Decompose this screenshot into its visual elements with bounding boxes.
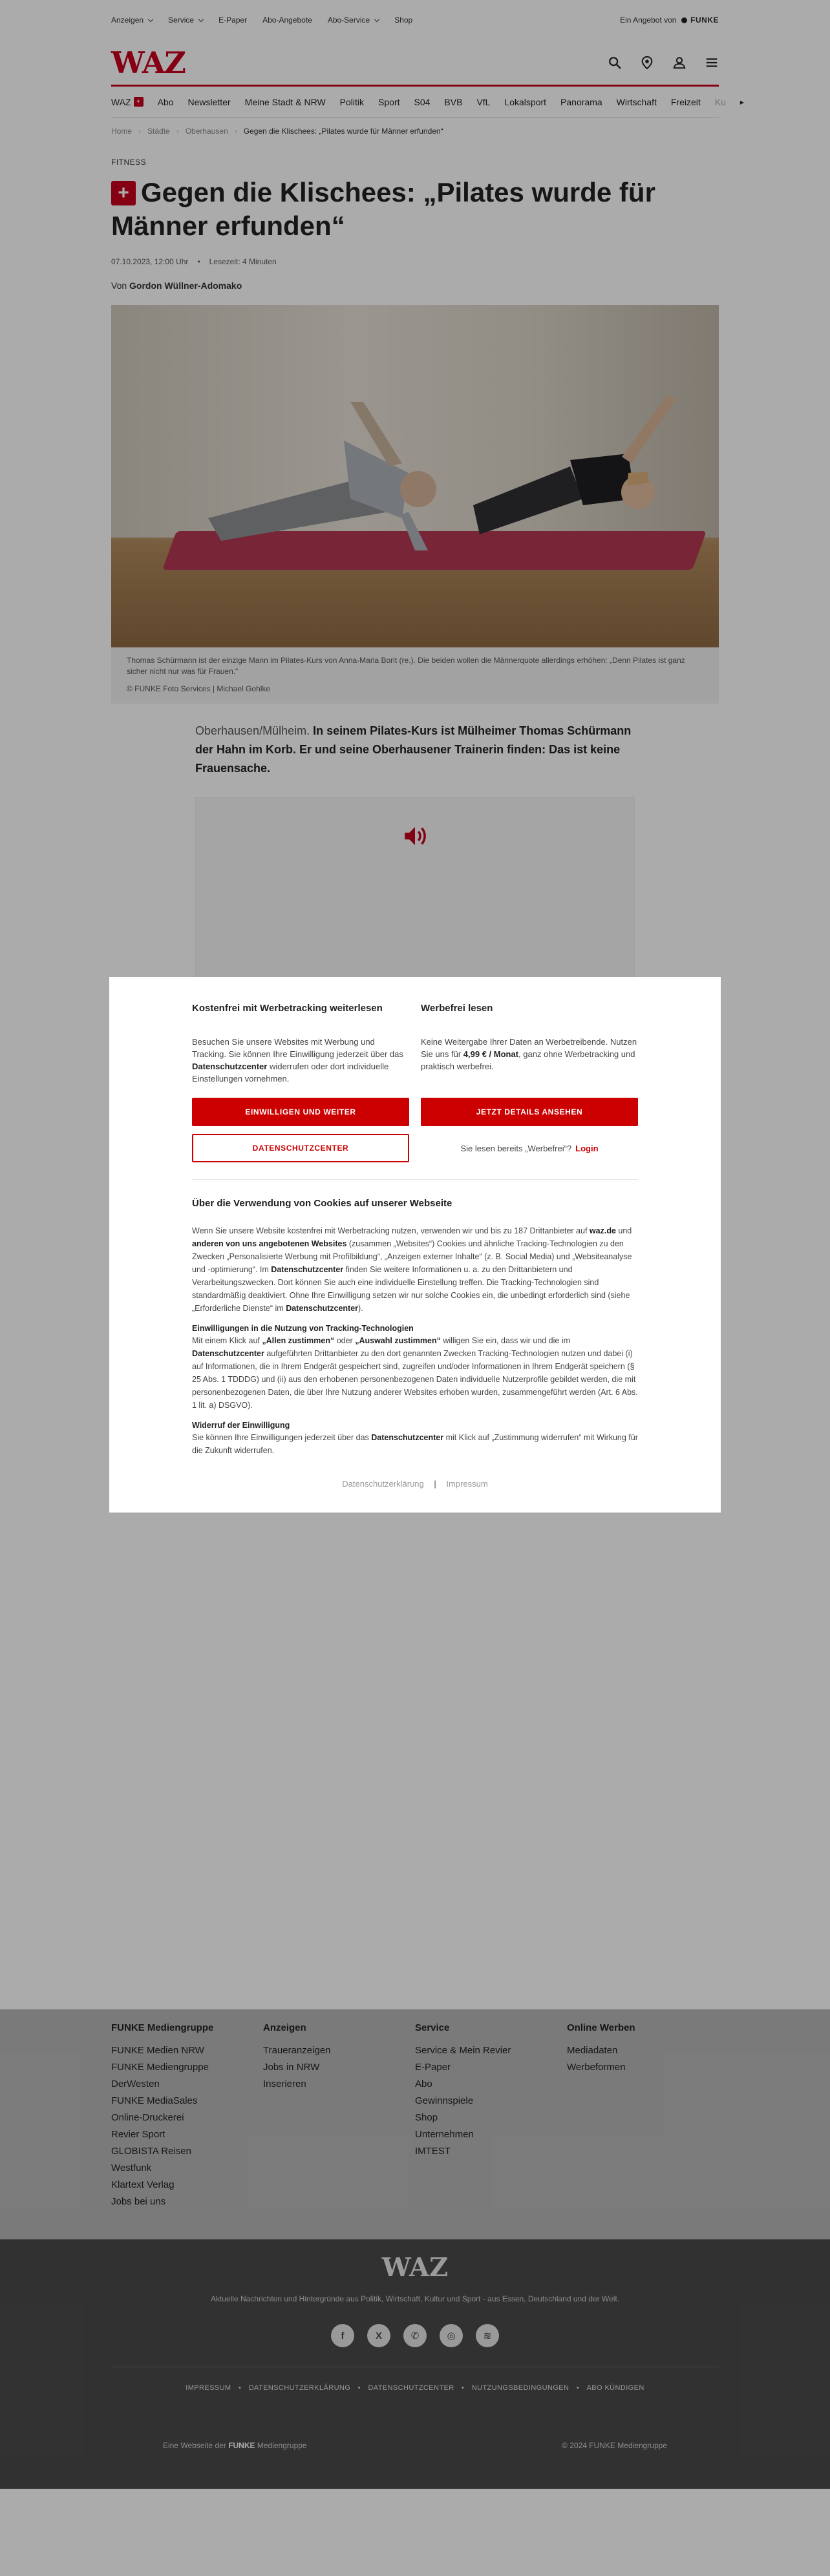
waz-logo[interactable]: WAZ: [111, 45, 186, 80]
consent-right-text: [421, 1036, 638, 1073]
nav-item-label: Newsletter: [187, 96, 231, 107]
facebook-icon[interactable]: f: [331, 2324, 354, 2347]
cookie-info-text: [192, 1224, 638, 1315]
legal-link-impressum[interactable]: IMPRESSUM: [186, 2384, 231, 2392]
login-link[interactable]: Login: [575, 1143, 599, 1153]
revoke-heading: Widerruf der Einwilligung: [192, 1421, 290, 1430]
consent-right-title: Werbefrei lesen: [421, 1003, 493, 1014]
cookie-text-b: und: [618, 1226, 632, 1235]
utility-menu-label: Shop: [394, 16, 413, 25]
privacy-center-link[interactable]: Datenschutzcenter: [192, 1349, 264, 1358]
breadcrumb-staedte[interactable]: Städte: [147, 127, 170, 136]
site-of-prefix: Eine Webseite der: [163, 2441, 226, 2450]
article-date: 07.10.2023, 12:00 Uhr: [111, 257, 189, 266]
footer-link[interactable]: Abo: [415, 2079, 432, 2089]
consent-divider: [192, 1179, 638, 1180]
article-title-text: Gegen die Klischees: „Pilates wurde für Männer erfunden“: [111, 177, 655, 241]
nav-item-label: WAZ: [111, 96, 131, 107]
nav-item-label: S04: [414, 96, 431, 107]
nav-item-label: Freizeit: [670, 96, 701, 107]
adfree-price: 4,99 € / Monat: [463, 1049, 519, 1059]
breadcrumb-current: Gegen die Klischees: „Pilates wurde für Männer erfunden“: [243, 127, 443, 136]
privacy-center-button[interactable]: DATENSCHUTZCENTER: [192, 1134, 409, 1162]
footer-link[interactable]: Jobs in NRW: [263, 2062, 320, 2073]
utility-menu-label: Anzeigen: [111, 16, 144, 25]
footer-tagline: Aktuelle Nachrichten und Hintergründe aus Politik, Wirtschaft, Kultur und Sport - aus Essen, Deutschland und der Welt.: [210, 2294, 620, 2303]
plus-badge: +: [134, 97, 144, 107]
nav-item-label: Meine Stadt & NRW: [244, 96, 326, 107]
cookie-info-title: Über die Verwendung von Cookies auf unserer Webseite: [192, 1198, 452, 1209]
cookie-text-a: Wenn Sie unsere Website kostenfrei mit Werbetracking nutzen, verwenden wir und bis zu 187 Drittanbieter auf: [192, 1226, 588, 1235]
breadcrumb-oberhausen[interactable]: Oberhausen: [185, 127, 228, 136]
consent-left-title: Kostenfrei mit Werbetracking weiterlesen: [192, 1003, 383, 1014]
link-separator: |: [434, 1479, 436, 1489]
meta-separator: •: [197, 257, 200, 266]
footer-link[interactable]: Mediadaten: [567, 2045, 618, 2056]
nav-item-label: Abo: [157, 96, 174, 107]
author-name[interactable]: Gordon Wüllner-Adomako: [129, 280, 242, 291]
footer-link[interactable]: FUNKE MediaSales: [111, 2095, 198, 2106]
footer-column-title: Anzeigen: [263, 2022, 306, 2033]
cookie-text-d: (zusammen „Websites“) Cookies und ähnliche Tracking-Technologien zu den Zwecken „Personalisierte Werbung mit Profilbildung“, „Anzeigen externer Inhalte“ (z. B. Social Media) und „Websiteanalyse und -optimierung“. Im: [192, 1239, 632, 1274]
consent-usage-text: [192, 1334, 638, 1412]
footer-waz-logo[interactable]: WAZ: [381, 2252, 449, 2283]
utility-menu-label: Service: [168, 16, 195, 25]
nav-item-label: BVB: [444, 96, 463, 107]
legal-separator: •: [462, 2384, 465, 2392]
other-websites-link[interactable]: anderen von uns angebotenen Websites: [192, 1239, 347, 1248]
breadcrumb-separator-icon: ›: [234, 127, 237, 136]
footer-link[interactable]: Shop: [415, 2112, 438, 2123]
footer-link[interactable]: Klartext Verlag: [111, 2179, 175, 2190]
privacy-center-link[interactable]: Datenschutzcenter: [192, 1062, 268, 1071]
consent-option-tracking: [192, 1003, 409, 1085]
whatsapp-icon[interactable]: ✆: [403, 2324, 427, 2347]
adfree-login-line: [421, 1144, 638, 1153]
article-kicker: FITNESS: [111, 158, 147, 167]
footer-link[interactable]: Online-Druckerei: [111, 2112, 184, 2123]
footer-link[interactable]: Westfunk: [111, 2162, 152, 2173]
author-prefix: Von: [111, 280, 127, 291]
privacy-center-link[interactable]: Datenschutzcenter: [271, 1265, 344, 1274]
utility-menu-label: Abo-Service: [327, 16, 370, 25]
instagram-icon[interactable]: ◎: [440, 2324, 463, 2347]
site-of-suffix: Mediengruppe: [257, 2441, 307, 2450]
caption-text: Thomas Schürmann ist der einzige Mann im Pilates-Kurs von Anna-Maria Borit (re.). Die beiden wollen die Männerquote allerdings erhöhen: „Denn Pilates ist ganz sicher nicht nur was für Frauen.“: [127, 656, 685, 676]
footer-column-title: Online Werben: [567, 2022, 635, 2033]
nav-item-label: Sport: [378, 96, 400, 107]
legal-link-datenschutzcenter[interactable]: DATENSCHUTZCENTER: [368, 2384, 454, 2392]
legal-separator: •: [238, 2384, 242, 2392]
consent-text-d: aufgeführten Drittanbieter zu den dort genannten Zwecken Tracking-Technologien nutzen und dabei (i) auf Informationen, die in Ihrem Endgerät gespeichert sind, zugreifen und/oder Informationen in Ihrem Endgerät speichern (§ 25 Abs. 1 TDDDG) und (ii) aus den erhobenen personenbezogenen Daten individuelle Nutzerprofile gebildet werden, die mit personenbezogenen Daten, die über Ihre Nutzung anderer Websites erhoben wurden, zusammengeführt werden (Art. 6 Abs. 1 lit. a) DSGVO).: [192, 1349, 638, 1410]
footer-link[interactable]: E-Paper: [415, 2062, 451, 2073]
nav-item-label: Politik: [339, 96, 365, 107]
rss-icon[interactable]: ≋: [476, 2324, 499, 2347]
nav-item-label: Ku: [714, 96, 726, 107]
x-icon[interactable]: X: [367, 2324, 390, 2347]
reading-time: Lesezeit: 4 Minuten: [209, 257, 277, 266]
revoke-text-a: Sie können Ihre Einwilligungen jederzeit über das: [192, 1433, 369, 1442]
consent-text-c: willigen Sie ein, dass wir und die im: [443, 1336, 570, 1345]
footer-link[interactable]: Werbeformen: [567, 2062, 626, 2073]
legal-separator: •: [357, 2384, 361, 2392]
footer-link[interactable]: Gewinnspiele: [415, 2095, 474, 2106]
cookie-text-f: ).: [358, 1304, 363, 1313]
consent-left-text-a: Besuchen Sie unsere Websites mit Werbung und Tracking. Sie können Ihre Einwilligung jederzeit über das: [192, 1037, 403, 1059]
cookie-site-name: waz.de: [589, 1226, 616, 1235]
view-details-button[interactable]: JETZT DETAILS ANSEHEN: [421, 1098, 638, 1126]
footer-link[interactable]: IMTEST: [415, 2146, 451, 2157]
nav-item-label: Panorama: [560, 96, 602, 107]
consent-all-label: „Allen zustimmen“: [262, 1336, 335, 1345]
offer-brand: FUNKE: [690, 16, 719, 25]
footer-link[interactable]: Inserieren: [263, 2079, 306, 2089]
privacy-center-link[interactable]: Datenschutzcenter: [371, 1433, 444, 1442]
accept-tracking-button[interactable]: EINWILLIGEN UND WEITER: [192, 1098, 409, 1126]
footer-link[interactable]: Jobs bei uns: [111, 2196, 166, 2207]
already-subscribed-text: Sie lesen bereits „Werbefrei“?: [460, 1143, 572, 1153]
article-location: Oberhausen/Mülheim.: [195, 724, 310, 737]
footer-link[interactable]: Revier Sport: [111, 2129, 165, 2140]
consent-usage-heading: Einwilligungen in die Nutzung von Tracking-Technologien: [192, 1324, 414, 1333]
consent-dialog: [109, 977, 721, 1513]
consent-selection-label: „Auswahl zustimmen“: [355, 1336, 441, 1345]
consent-right-text-a: Keine Weitergabe Ihrer Daten an Werbetreibende. Nutzen Sie uns für: [421, 1037, 637, 1059]
revoke-text: [192, 1431, 638, 1457]
footer-link[interactable]: FUNKE Mediengruppe: [111, 2062, 209, 2073]
footer-link[interactable]: Unternehmen: [415, 2129, 474, 2140]
offer-text: Ein Angebot von: [620, 16, 677, 25]
nav-item-label: VfL: [476, 96, 491, 107]
consent-footer-links: [192, 1479, 638, 1489]
footer-link[interactable]: GLOBISTA Reisen: [111, 2146, 191, 2157]
utility-menu-label: Abo-Angebote: [262, 16, 312, 25]
breadcrumb-separator-icon: ›: [176, 127, 179, 136]
cookie-text-e: finden Sie weitere Informationen u. a. zu den Drittanbietern und Verarbeitungszwecken. Dort können Sie auch eine individuelle Einstellung treffen. Die Tracking-Technologien sind standardmäßig deaktiviert. Ohne Ihre Einwilligung setzen wir nur solche Cookies ein, die unbedingt erforderlich sind (siehe „Erforderliche Dienste“ im: [192, 1265, 630, 1313]
breadcrumb-home[interactable]: Home: [111, 127, 133, 136]
consent-left-text: [192, 1036, 409, 1085]
footer-column-title: FUNKE Mediengruppe: [111, 2022, 214, 2033]
utility-menu-label: E-Paper: [218, 16, 248, 25]
nav-item-label: Lokalsport: [504, 96, 547, 107]
site-of-brand: FUNKE: [228, 2441, 255, 2450]
teaser-text: In seinem Pilates-Kurs ist Mülheimer Thomas Schürmann der Hahn im Korb. Er und seine Oberhausener Trainerin finden: Das ist keine Frauensache.: [195, 724, 632, 775]
nav-scroll-right-icon[interactable]: ▸: [740, 97, 744, 107]
copyright: © 2024 FUNKE Mediengruppe: [562, 2441, 667, 2450]
legal-link-abo-kuendigen[interactable]: ABO KÜNDIGEN: [586, 2384, 644, 2392]
consent-text-a: Mit einem Klick auf: [192, 1336, 260, 1345]
plus-article-icon: +: [111, 181, 136, 205]
footer-link[interactable]: Service & Mein Revier: [415, 2045, 511, 2056]
imprint-link[interactable]: Impressum: [446, 1479, 488, 1489]
revoke-text-b: mit Klick auf „Zustimmung widerrufen“ mit Wirkung für die Zukunft widerrufen.: [192, 1433, 638, 1455]
nav-item-label: Wirtschaft: [616, 96, 657, 107]
consent-option-adfree: [421, 1003, 638, 1085]
privacy-policy-link[interactable]: Datenschutzerklärung: [342, 1479, 424, 1489]
privacy-center-link[interactable]: Datenschutzcenter: [286, 1304, 359, 1313]
legal-link-nutzungsbedingungen[interactable]: NUTZUNGSBEDINGUNGEN: [471, 2384, 569, 2392]
footer-link[interactable]: DerWesten: [111, 2079, 160, 2089]
footer-link[interactable]: Traueranzeigen: [263, 2045, 331, 2056]
consent-right-text-b: , ganz ohne Werbetracking und praktisch werbefrei.: [421, 1049, 635, 1071]
consent-left-text-b: widerrufen oder dort individuelle Einstellungen vornehmen.: [192, 1062, 389, 1084]
consent-text-b: oder: [336, 1336, 353, 1345]
footer-link[interactable]: FUNKE Medien NRW: [111, 2045, 204, 2056]
legal-link-datenschutz[interactable]: DATENSCHUTZERKLÄRUNG: [248, 2384, 351, 2392]
legal-separator: •: [576, 2384, 580, 2392]
cookie-information: [192, 1198, 638, 1457]
breadcrumb-separator-icon: ›: [138, 127, 142, 136]
footer-column-title: Service: [415, 2022, 450, 2033]
photo-credit: © FUNKE Foto Services | Michael Gohlke: [127, 684, 271, 693]
